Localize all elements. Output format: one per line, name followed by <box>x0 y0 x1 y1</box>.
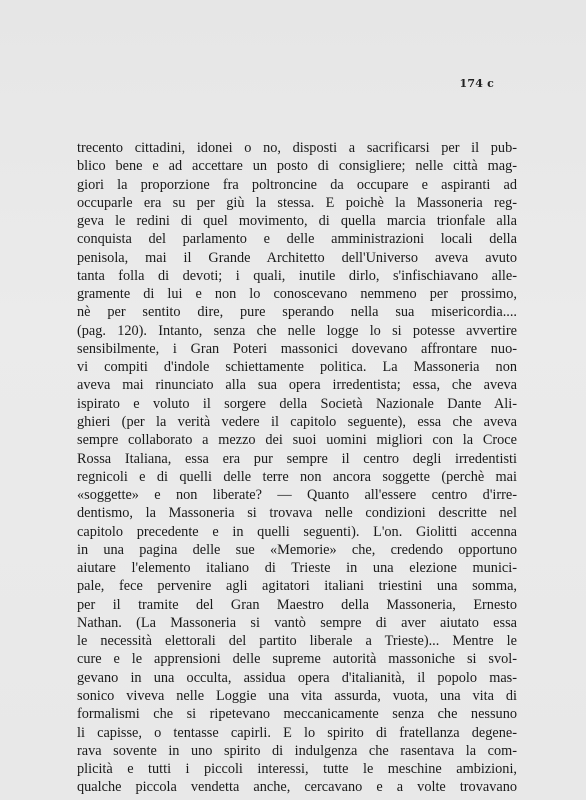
text-line: blico bene e ad accettare un posto di consigliere; nelle città mag- <box>77 158 517 175</box>
text-line: li capisse, o tentasse capirli. E lo spirito di fratellanza degene- <box>77 724 517 741</box>
text-line: Rossa Italiana, essa era pur sempre il centro degli irredentisti <box>77 450 517 467</box>
page-number: 174 c <box>459 77 494 90</box>
text-line: formalismi che si ripetevano meccanicamente senza che nessuno <box>77 706 517 723</box>
text-line: trecento cittadini, idonei o no, disposti a sacrificarsi per il pub- <box>77 140 517 156</box>
text-line: gevano in una occulta, assidua opera d'italianità, il popolo mas- <box>77 669 517 686</box>
text-line: giori la proporzione fra poltroncine da occupare e aspiranti ad <box>77 176 517 193</box>
text-line: occuparle era su per giù la stessa. E poichè la Massoneria reg- <box>77 194 517 211</box>
text-line: qualche piccola vendetta anche, cercavano e a volte trovavano <box>77 779 517 796</box>
text-line: tanta folla di devoti; i quali, inutile dirlo, s'infischiavano alle- <box>77 267 517 284</box>
text-line: ispirato e voluto il sorgere della Società Nazionale Dante Ali- <box>77 395 517 412</box>
text-line: Nathan. (La Massoneria si vantò sempre di aver aiutato essa <box>77 614 517 631</box>
text-line: nè per sentito dire, pure sperando nella sua misericordia.... <box>77 304 517 321</box>
text-line: sempre collaborato a mezzo dei suoi uomini migliori con la Croce <box>77 432 517 449</box>
text-line: per il tramite del Gran Maestro della Massoneria, Ernesto <box>77 596 517 613</box>
text-line: sensibilmente, i Gran Poteri massonici dovevano affrontare nuo- <box>77 340 517 357</box>
text-line: plicità e tutti i piccoli interessi, tutte le meschine ambizioni, <box>77 761 517 778</box>
text-line: gramente di lui e non lo conoscevano nemmeno per prossimo, <box>77 286 517 303</box>
text-line: in una pagina delle sue «Memorie» che, credendo opportuno <box>77 541 517 558</box>
text-line: sonico viveva nelle Loggie una vita assurda, vuota, una vita di <box>77 687 517 704</box>
text-line: le necessità elettorali del partito liberale a Trieste)... Mentre le <box>77 633 517 650</box>
text-line: conquista del parlamento e delle amministrazioni locali della <box>77 231 517 248</box>
text-line: regnicoli e di quelli delle terre non ancora soggette (perchè mai <box>77 468 517 485</box>
text-line: vi compiti d'indole schiettamente politica. La Massoneria non <box>77 359 517 376</box>
text-line: capitolo precedente e in quelli seguenti). L'on. Giolitti accenna <box>77 523 517 540</box>
text-line: geva le redini di quel movimento, di quella marcia trionfale alla <box>77 213 517 230</box>
text-line: rava sovente in uno spirito di indulgenza che rasentava la com- <box>77 742 517 759</box>
text-line: ghieri (per la verità vedere il capitolo seguente), essa che aveva <box>77 413 517 430</box>
text-line: dentismo, la Massoneria si trovava nelle condizioni descritte nel <box>77 505 517 522</box>
text-line: «soggette» e non liberate? — Quanto all'essere centro d'irre- <box>77 487 517 504</box>
text-line: aveva mai rinunciato alla sua opera irredentista; essa, che aveva <box>77 377 517 394</box>
text-line: cure e le apprensioni delle supreme autorità massoniche si svol- <box>77 651 517 668</box>
body-paragraph <box>77 139 517 797</box>
text-line: aiutare l'elemento italiano di Trieste in una elezione munici- <box>77 560 517 577</box>
text-line: pale, fece pervenire agli agitatori italiani triestini una somma, <box>77 578 517 595</box>
text-line: (pag. 120). Intanto, senza che nelle logge lo si potesse avvertire <box>77 322 517 339</box>
text-line: penisola, mai il Grande Architetto dell'Universo aveva avuto <box>77 249 517 266</box>
